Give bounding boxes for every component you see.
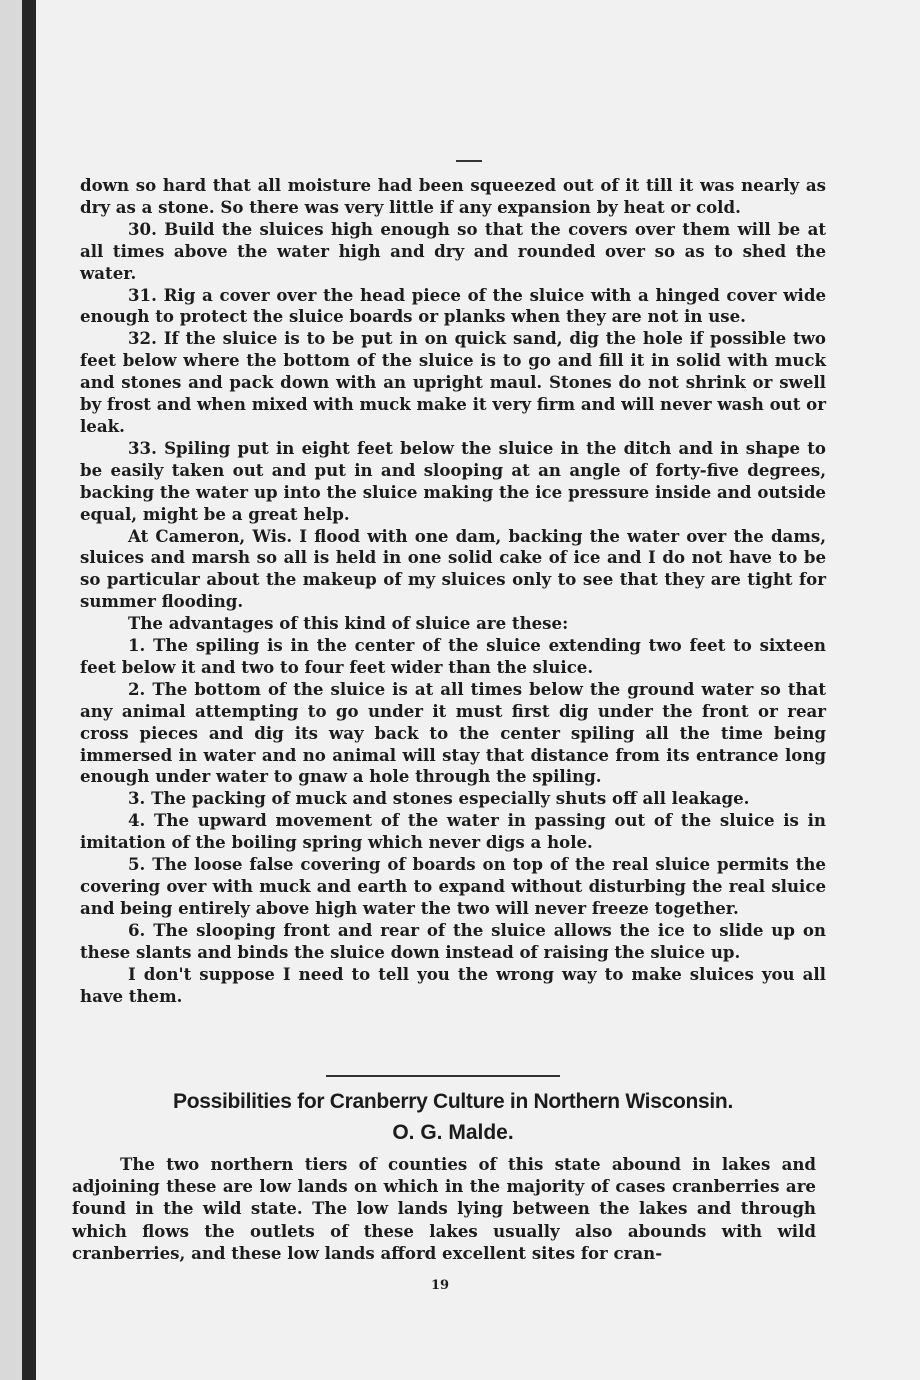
paragraph-advantage-1: 1. The spiling is in the center of the sluice extending two feet to sixteen feet below it and two to four feet wider than the sluice.: [80, 635, 826, 677]
article-title: Possibilities for Cranberry Culture in Northern Wisconsin.: [172, 1090, 733, 1113]
section-divider: [326, 1075, 560, 1077]
article-paragraph: The two northern tiers of counties of this state abound in lakes and adjoining these are low lands on which in the majority of cases cranberries are found in the wild state. The low lands lying between the lakes and through which flows the outlets of these lakes usually also abounds with wild cranberries, and these low lands afford excellent sites for cran-: [72, 1154, 816, 1263]
article-body: [72, 1153, 816, 1264]
body-text: [80, 175, 826, 1007]
paragraph-continued: down so hard that all moisture had been squeezed out of it till it was nearly as dry as a stone. So there was very little if any expansion by heat or cold.: [80, 175, 826, 217]
paragraph-advantage-2: 2. The bottom of the sluice is at all times below the ground water so that any animal attempting to go under it must first dig under the front or rear cross pieces and dig its way back to the center spiling all the time being immersed in water and no animal will stay that distance from its entrance long enough under water to gnaw a hole through the spiling.: [80, 678, 826, 787]
scan-margin: [0, 0, 22, 1380]
paragraph-cameron: At Cameron, Wis. I flood with one dam, backing the water over the dams, sluices and marsh so all is held in one solid cake of ice and I do not have to be so particular about the makeup of my sluices only to see that they are tight for summer flooding.: [80, 525, 826, 612]
paragraph-item-33: 33. Spiling put in eight feet below the sluice in the ditch and in shape to be easily taken out and put in and slooping at an angle of forty-five degrees, backing the water up into the sluice making the ice pressure inside and outside equal, might be a great help.: [80, 437, 826, 524]
binding-shadow: [22, 0, 36, 1380]
paragraph-advantage-4: 4. The upward movement of the water in passing out of the sluice is in imitation of the boiling spring which never digs a hole.: [80, 810, 826, 853]
paragraph-item-31: 31. Rig a cover over the head piece of the sluice with a hinged cover wide enough to protect the sluice boards or planks when they are not in use.: [80, 284, 826, 327]
paragraph-advantage-3: 3. The packing of muck and stones especially shuts off all leakage.: [128, 788, 750, 809]
paragraph-item-32: 32. If the sluice is to be put in on quick sand, dig the hole if possible two feet below where the bottom of the sluice is to go and fill it in solid with muck and stones and pack down with an upright maul. Stones do not shrink or swell by frost and when mixed with muck make it very firm and will never wash out or leak.: [80, 328, 826, 436]
page-number: 19: [430, 1278, 450, 1293]
paragraph-closing: I don't suppose I need to tell you the wrong way to make sluices you all have them.: [80, 963, 826, 1006]
paragraph-advantages-intro: The advantages of this kind of sluice are these:: [128, 613, 569, 634]
paragraph-advantage-5: 5. The loose false covering of boards on top of the real sluice permits the covering over with muck and earth to expand without disturbing the real sluice and being entirely above high water the two will never freeze together.: [80, 854, 826, 918]
top-dash-mark: [456, 160, 482, 162]
article-author: O. G. Malde.: [392, 1121, 514, 1144]
paragraph-item-30: 30. Build the sluices high enough so that the covers over them will be at all times above the water high and dry and rounded over so as to shed the water.: [80, 218, 826, 283]
paragraph-advantage-6: 6. The slooping front and rear of the sluice allows the ice to slide up on these slants and binds the sluice down instead of raising the sluice up.: [80, 919, 826, 962]
